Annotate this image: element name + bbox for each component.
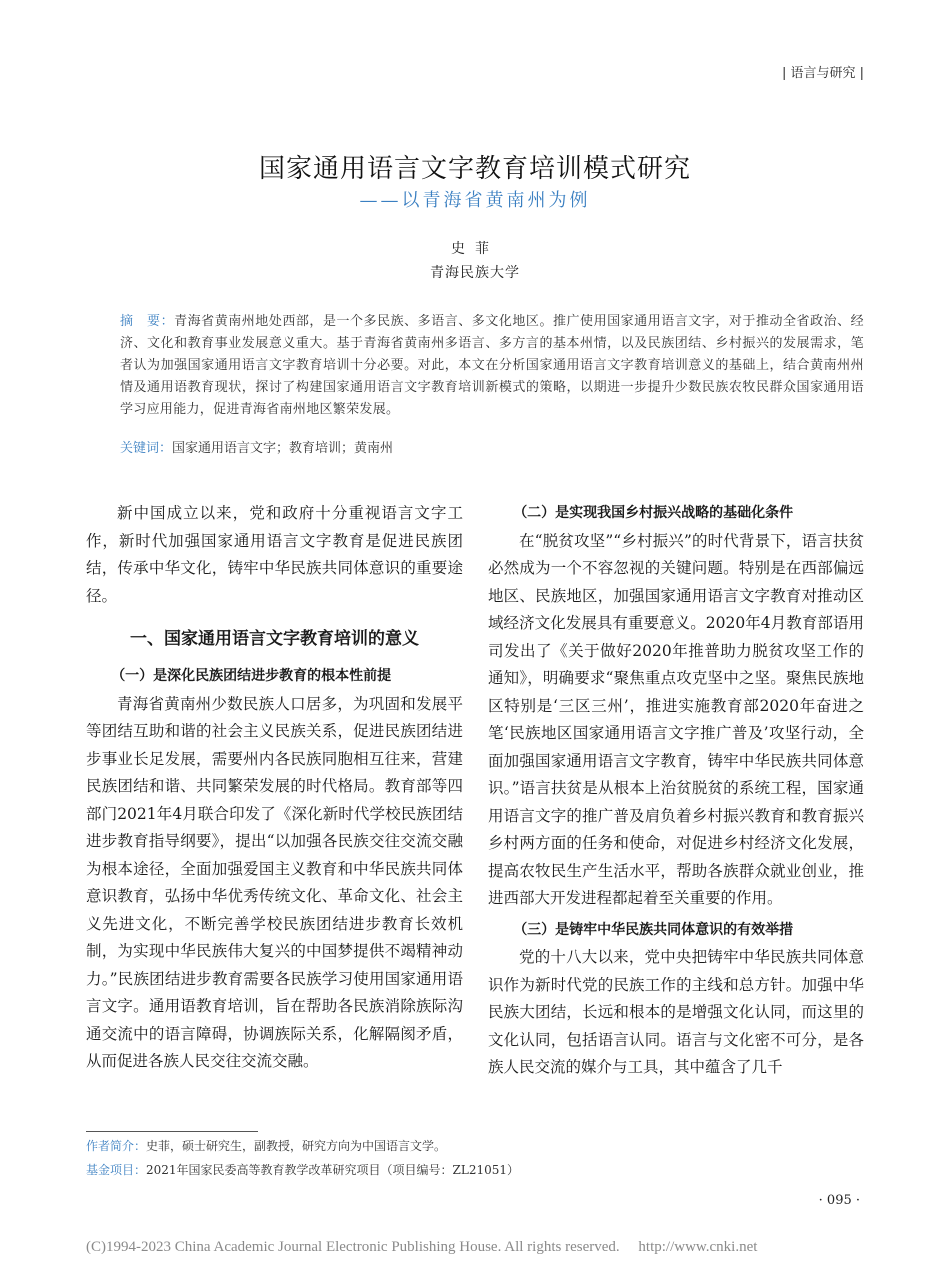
section-1-heading: 一、国家通用语言文字教育培训的意义 bbox=[130, 629, 419, 649]
body-column-left bbox=[86, 500, 463, 1076]
author-affiliation: 青海民族大学 bbox=[430, 265, 520, 281]
subsection-2-paragraph: 在“脱贫攻坚”“乡村振兴”的时代背景下，语言扶贫必然成为一个不容忽视的关键问题。特别是在西部偏远地区、民族地区，加强国家通用语言文字教育对推动区域经济文化发展具有重要意义。2020年4月教育部语用司发出了《关于做好2020年推普助力脱贫攻坚工作的通知》，明确要求“聚焦重点攻克坚中之坚。聚焦民族地区特别是‘三区三州’，推进实施教育部2020年奋进之笔‘民族地区国家通用语言文字推广普及’攻坚行动，全面加强国家通用语言文字教育，铸牢中华民族共同体意识。”语言扶贫是从根本上治贫脱贫的系统工程，国家通用语言文字的推广普及肩负着乡村振兴教育和教育振兴乡村两方面的任务和使命，对促进乡村经济文化发展，提高农牧民生产生活水平，帮助各族群众就业创业，推进西部大开发进程都起着至关重要的作用。 bbox=[488, 531, 864, 907]
footnote-author-label: 作者简介： bbox=[86, 1139, 147, 1153]
author-name: 史菲 bbox=[451, 241, 499, 257]
page-number: · 095 · bbox=[818, 1193, 860, 1208]
abstract-body bbox=[86, 311, 864, 421]
article-subtitle: ——以青海省黄南州为例 bbox=[359, 190, 591, 211]
journal-section-tag: | 语言与研究 | bbox=[781, 66, 864, 81]
body-column-right bbox=[488, 500, 864, 1082]
abstract-label: 摘 要： bbox=[120, 314, 175, 329]
footnote-author-text: 史菲，硕士研究生，副教授，研究方向为中国语言文学。 bbox=[146, 1139, 447, 1153]
footnote-author bbox=[86, 1137, 446, 1154]
subsection-1-heading: （一）是深化民族团结进步教育的根本性前提 bbox=[111, 668, 392, 684]
abstract-text: 青海省黄南州地处西部，是一个多民族、多语言、多文化地区。推广使用国家通用语言文字，对于推动全省政治、经济、文化和教育事业发展意义重大。基于青海省黄南州多语言、多方言的基本州情，以及民族团结、乡村振兴的发展需求，笔者认为加强国家通用语言文字教育培训十分必要。对此，本文在分析国家通用语言文字教育培训意义的基础上，结合黄南州州情及通用语教育现状，探讨了构建国家通用语言文字教育培训新模式的策略，以期进一步提升少数民族农牧民群众国家通用语学习应用能力，促进青海省南州地区繁荣发展。 bbox=[120, 314, 864, 417]
intro-paragraph: 新中国成立以来，党和政府十分重视语言文字工作，新时代加强国家通用语言文字教育是促进民族团结，传承中华文化，铸牢中华民族共同体意识的重要途径。 bbox=[86, 504, 463, 605]
subsection-2-heading: （二）是实现我国乡村振兴战略的基础化条件 bbox=[513, 505, 794, 521]
copyright-notice: (C)1994-2023 China Academic Journal Electronic Publishing House. All rights reserved. http://www.cnki.net bbox=[86, 1239, 758, 1255]
footnote-fund bbox=[86, 1161, 519, 1178]
subsection-3-heading: （三）是铸牢中华民族共同体意识的有效举措 bbox=[513, 921, 794, 938]
keywords-text: 国家通用语言文字；教育培训；黄南州 bbox=[172, 441, 394, 456]
keywords bbox=[120, 438, 860, 460]
keywords-label: 关键词： bbox=[120, 441, 173, 456]
abstract bbox=[86, 311, 864, 421]
article-title: 国家通用语言文字教育培训模式研究 bbox=[258, 154, 691, 184]
footnote-fund-text: 2021年国家民委高等教育教学改革研究项目（项目编号：ZL21051） bbox=[146, 1163, 520, 1177]
subsection-3-paragraph: 党的十八大以来，党中央把铸牢中华民族共同体意识作为新时代党的民族工作的主线和总方针。加强中华民族大团结，长远和根本的是增强文化认同，而这里的文化认同，包括语言认同。语言与文化密不可分，是各族人民交流的媒介与工具，其中蕴含了几千 bbox=[488, 948, 864, 1076]
subsection-1-paragraph: 青海省黄南州少数民族人口居多，为巩固和发展平等团结互助和谐的社会主义民族关系，促进民族团结进步事业长足发展，需要州内各民族同胞相互往来，营建民族团结和谐、共同繁荣发展的时代格局。教育部等四部门2021年4月联合印发了《深化新时代学校民族团结进步教育指导纲要》，提出“以加强各民族交往交流交融为根本途径，全面加强爱国主义教育和中华民族共同体意识教育，弘扬中华优秀传统文化、革命文化、社会主义先进文化，不断完善学校民族团结进步教育长效机制，为实现中华民族伟大复兴的中国梦提供不竭精神动力。”民族团结进步教育需要各民族学习使用国家通用语言文字。通用语教育培训，旨在帮助各民族消除族际沟通交流中的语言障碍，协调族际关系，化解隔阂矛盾，从而促进各族人民交往交流交融。 bbox=[86, 694, 463, 1070]
footnote-divider bbox=[86, 1131, 258, 1132]
footnote-fund-label: 基金项目： bbox=[86, 1163, 147, 1177]
